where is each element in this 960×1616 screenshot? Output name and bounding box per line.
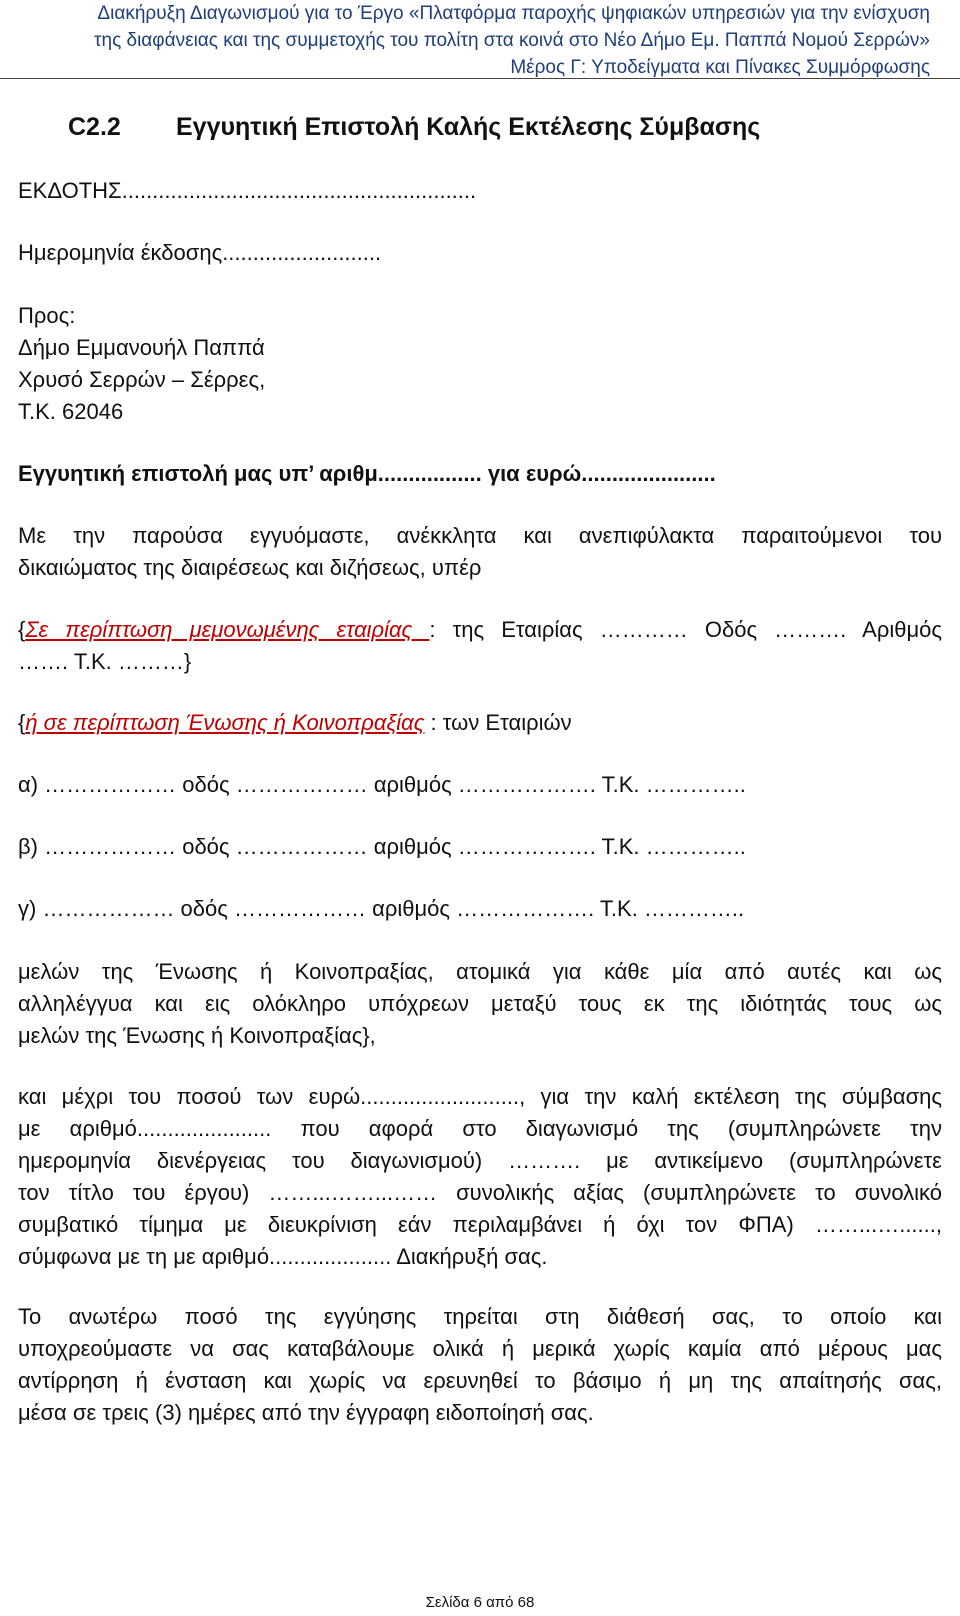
member-a: α) ……………… οδός ……………… αριθμός ………………. Τ.Κ. ………….. (18, 772, 746, 797)
single-company-text: : της Εταιρίας ………… Οδός ………. Αριθμός (429, 617, 942, 642)
intro-line: δικαιώματος της διαιρέσεως και διζήσεως, υπέρ (18, 555, 482, 580)
page-number: Σελίδα 6 από 68 (425, 1594, 535, 1611)
single-company-line-2: ……. Τ.Κ. ………} (18, 649, 192, 674)
amount-line: συμβατικό τίμημα με διευκρίνιση εάν περιλαμβάνει ή όχι τον ΦΠΑ) ……...…......, (18, 1212, 942, 1237)
header-divider (0, 78, 960, 79)
member-c: γ) ……………… οδός ……………… αριθμός ………………. Τ.Κ. ………….. (18, 896, 745, 921)
section-number: C2.2 (68, 113, 121, 141)
amount-line: τον τίτλο του έργου) ……...……...…… συνολικής αξίας (συμπληρώνετε το συνολικό (18, 1180, 942, 1205)
recipient-address: Χρυσό Σερρών – Σέρρες, (18, 367, 266, 392)
brace-open: { (18, 710, 26, 735)
recipient-label: Προς: (18, 303, 76, 328)
closing-line: Το ανωτέρω ποσό της εγγύησης τηρείται στη διάθεσή σας, το οποίο και (18, 1304, 942, 1329)
closing-line: μέσα σε τρεις (3) ημέρες από την έγγραφη ειδοποίησή σας. (18, 1400, 594, 1425)
single-company-paragraph (18, 614, 942, 678)
closing-line: αντίρρηση ή ένσταση και χωρίς να ερευνηθεί το βάσιμο ή μη της απαίτησής σας, (18, 1368, 942, 1393)
amount-line: με αριθμό...................... που αφορά στο διαγωνισμό της (συμπληρώνετε την (18, 1116, 942, 1141)
page-header (10, 0, 930, 81)
members-paragraph (18, 956, 942, 1052)
closing-paragraph (18, 1301, 942, 1429)
amount-line: ημερομηνία διενέργειας του διαγωνισμού) ………. με αντικείμενο (συμπληρώνετε (18, 1148, 942, 1173)
joint-venture-line (18, 707, 572, 739)
brace-open: { (18, 617, 26, 642)
joint-venture-text: : των Εταιριών (424, 710, 572, 735)
closing-line: υποχρεούμαστε να σας καταβάλουμε ολικά ή μερικά χωρίς καμία από μέρους μας (18, 1336, 942, 1361)
issue-date-line: Ημερομηνία έκδοσης.......................... (18, 240, 382, 265)
recipient-postcode: Τ.Κ. 62046 (18, 399, 124, 424)
amount-paragraph (18, 1081, 942, 1273)
intro-paragraph (18, 520, 942, 584)
amount-line: σύμφωνα με τη με αριθμό.................... Διακήρυξή σας. (18, 1244, 548, 1269)
issuer-line: ΕΚΔΟΤΗΣ.......................................................... (18, 178, 477, 203)
member-b: β) ……………… οδός ……………… αριθμός ………………. Τ.Κ. ………….. (18, 834, 746, 859)
amount-line: και μέχρι του ποσού των ευρώ.........................., για την καλή εκτέλεση της σύμβασης (18, 1084, 942, 1109)
single-company-line (18, 614, 942, 646)
header-line-2: της διαφάνειας και της συμμετοχής του πολίτη στα κοινά στο Νέο Δήμο Εμ. Παππά Νομού Σερρών» (94, 30, 930, 51)
header-line-3: Μέρος Γ: Υποδείγματα και Πίνακες Συμμόρφωσης (510, 57, 930, 78)
section-title: Εγγυητική Επιστολή Καλής Εκτέλεσης Σύμβασης (176, 113, 761, 141)
header-line-1: Διακήρυξη Διαγωνισμού για το Έργο «Πλατφόρμα παροχής ψηφιακών υπηρεσιών για την ενίσχυση (97, 3, 930, 24)
joint-venture-link[interactable]: ή σε περίπτωση Ένωσης ή Κοινοπραξίας (25, 710, 425, 735)
single-company-link[interactable]: Σε περίπτωση μεμονωμένης εταιρίας (25, 617, 430, 642)
guarantee-reference: Εγγυητική επιστολή μας υπ’ αριθμ................. για ευρώ...................... (18, 461, 716, 486)
members-line: αλληλέγγυα και εις ολόκληρο υπόχρεων μεταξύ τους εκ της ιδιότητάς τους ως (18, 991, 942, 1016)
members-line: μελών της Ένωσης ή Κοινοπραξίας, ατομικά για κάθε μία από αυτές και ως (18, 959, 942, 984)
members-line: μελών της Ένωσης ή Κοινοπραξίας}, (18, 1023, 376, 1048)
section-heading (68, 113, 760, 142)
intro-line: Με την παρούσα εγγυόμαστε, ανέκκλητα και ανεπιφύλακτα παραιτούμενοι του (18, 523, 942, 548)
recipient-name: Δήμο Εμμανουήλ Παππά (18, 335, 265, 360)
